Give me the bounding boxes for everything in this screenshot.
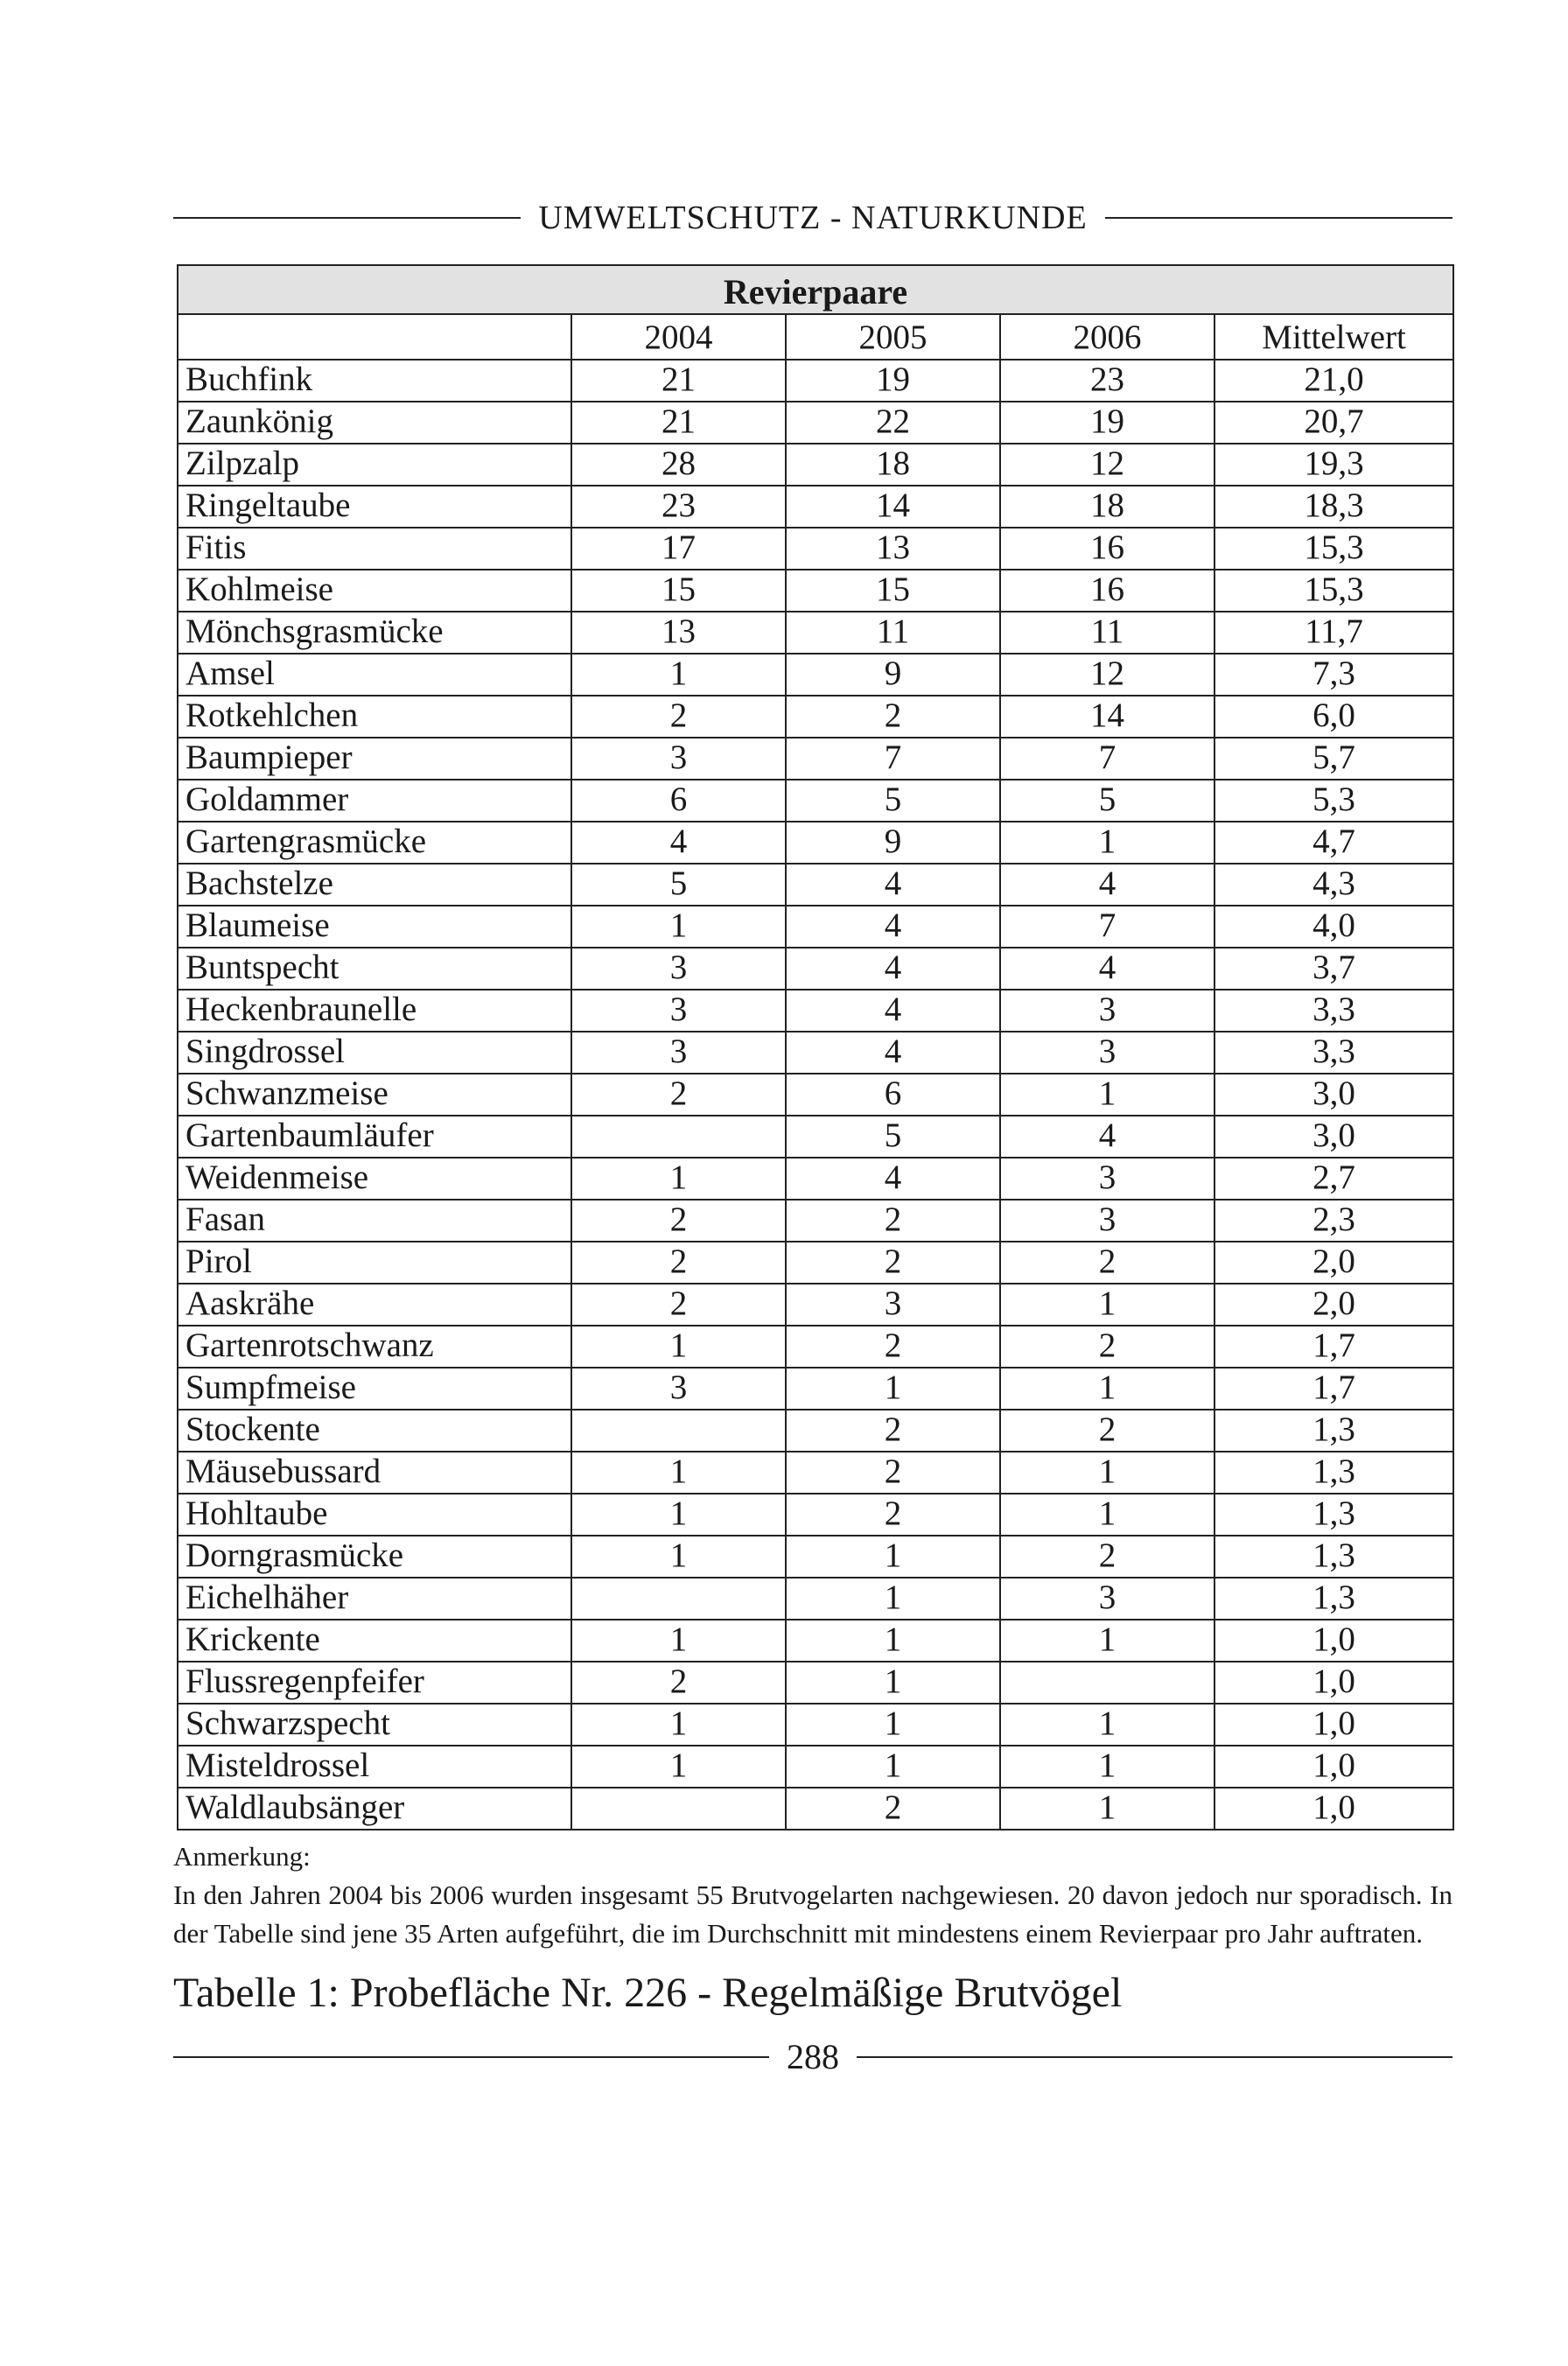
count-2006: 11: [1000, 612, 1214, 654]
table-row: [178, 822, 1453, 864]
count-2004: 3: [571, 948, 786, 990]
count-2004: 1: [571, 906, 786, 948]
count-2004: 1: [571, 1158, 786, 1200]
mean-value: 1,7: [1214, 1368, 1453, 1410]
species-name: Weidenmeise: [178, 1158, 571, 1200]
running-header: [173, 198, 1452, 238]
species-name: Amsel: [178, 654, 571, 696]
mean-value: 3,3: [1214, 990, 1453, 1032]
species-name: Gartenrotschwanz: [178, 1326, 571, 1368]
species-name: Zilpzalp: [178, 444, 571, 486]
count-2004: 6: [571, 780, 786, 822]
species-name: Blaumeise: [178, 906, 571, 948]
count-2004: 21: [571, 360, 786, 402]
mean-value: 4,0: [1214, 906, 1453, 948]
count-2004: 15: [571, 570, 786, 612]
count-2005: 15: [786, 570, 1000, 612]
mean-value: 2,0: [1214, 1242, 1453, 1284]
count-2005: 2: [786, 1200, 1000, 1242]
table-row: [178, 1116, 1453, 1158]
column-header-species: [178, 314, 571, 360]
species-name: Gartenbaumläufer: [178, 1116, 571, 1158]
species-name: Pirol: [178, 1242, 571, 1284]
table-row: [178, 1620, 1453, 1662]
table-row: [178, 1368, 1453, 1410]
count-2005: 4: [786, 1032, 1000, 1074]
page-content: [173, 198, 1452, 2079]
count-2006: 12: [1000, 654, 1214, 696]
species-name: Bachstelze: [178, 864, 571, 906]
mean-value: 1,3: [1214, 1494, 1453, 1536]
count-2005: 11: [786, 612, 1000, 654]
table-row: [178, 738, 1453, 780]
species-name: Hohltaube: [178, 1494, 571, 1536]
species-name: Ringeltaube: [178, 486, 571, 528]
count-2006: 1: [1000, 1368, 1214, 1410]
mean-value: 15,3: [1214, 570, 1453, 612]
mean-value: 1,0: [1214, 1662, 1453, 1704]
count-2006: 19: [1000, 402, 1214, 444]
mean-value: 3,0: [1214, 1116, 1453, 1158]
count-2005: 4: [786, 1158, 1000, 1200]
species-name: Mäusebussard: [178, 1452, 571, 1494]
table-row: [178, 906, 1453, 948]
footer-rule-left: [173, 2056, 769, 2058]
table-row: [178, 486, 1453, 528]
species-name: Fitis: [178, 528, 571, 570]
count-2005: 1: [786, 1704, 1000, 1746]
table-row: [178, 1662, 1453, 1704]
species-name: Fasan: [178, 1200, 571, 1242]
count-2006: 1: [1000, 1074, 1214, 1116]
table-row: [178, 1158, 1453, 1200]
count-2005: 1: [786, 1746, 1000, 1788]
table-row: [178, 1452, 1453, 1494]
count-2005: 2: [786, 1242, 1000, 1284]
species-name: Sumpfmeise: [178, 1368, 571, 1410]
mean-value: 20,7: [1214, 402, 1453, 444]
count-2006: 4: [1000, 948, 1214, 990]
count-2006: 2: [1000, 1242, 1214, 1284]
count-2004: 4: [571, 822, 786, 864]
count-2004: 3: [571, 990, 786, 1032]
count-2004: 1: [571, 1494, 786, 1536]
mean-value: 6,0: [1214, 696, 1453, 738]
column-header-2005: 2005: [786, 314, 1000, 360]
mean-value: 1,3: [1214, 1578, 1453, 1620]
species-name: Singdrossel: [178, 1032, 571, 1074]
note-label: Anmerkung:: [173, 1841, 311, 1872]
table-row: [178, 612, 1453, 654]
count-2004: 1: [571, 1536, 786, 1578]
species-name: Aaskrähe: [178, 1284, 571, 1326]
mean-value: 1,3: [1214, 1410, 1453, 1452]
table-row: [178, 696, 1453, 738]
column-header-2004: 2004: [571, 314, 786, 360]
count-2004: [571, 1578, 786, 1620]
count-2005: 1: [786, 1578, 1000, 1620]
mean-value: 2,0: [1214, 1284, 1453, 1326]
count-2006: 7: [1000, 738, 1214, 780]
count-2005: 2: [786, 696, 1000, 738]
count-2006: 2: [1000, 1536, 1214, 1578]
page-footer: [173, 2035, 1452, 2079]
column-header-row: [178, 314, 1453, 360]
table-row: [178, 402, 1453, 444]
mean-value: 1,0: [1214, 1704, 1453, 1746]
breeding-birds-table: [177, 264, 1454, 1830]
count-2005: 6: [786, 1074, 1000, 1116]
count-2005: 1: [786, 1662, 1000, 1704]
count-2006: [1000, 1662, 1214, 1704]
table-row: [178, 948, 1453, 990]
count-2004: 1: [571, 1746, 786, 1788]
count-2004: 17: [571, 528, 786, 570]
mean-value: 7,3: [1214, 654, 1453, 696]
table-row: [178, 1284, 1453, 1326]
count-2005: 1: [786, 1620, 1000, 1662]
species-name: Rotkehlchen: [178, 696, 571, 738]
species-name: Schwarzspecht: [178, 1704, 571, 1746]
count-2006: 2: [1000, 1326, 1214, 1368]
count-2006: 5: [1000, 780, 1214, 822]
count-2005: 4: [786, 948, 1000, 990]
count-2005: 2: [786, 1326, 1000, 1368]
count-2004: 1: [571, 1452, 786, 1494]
table-row: [178, 444, 1453, 486]
count-2006: 4: [1000, 1116, 1214, 1158]
table-row: [178, 1704, 1453, 1746]
count-2005: 22: [786, 402, 1000, 444]
table-row: [178, 1032, 1453, 1074]
count-2006: 3: [1000, 1578, 1214, 1620]
count-2005: 3: [786, 1284, 1000, 1326]
group-header: Revierpaare: [178, 265, 1453, 314]
table-row: [178, 1410, 1453, 1452]
mean-value: 15,3: [1214, 528, 1453, 570]
count-2006: 23: [1000, 360, 1214, 402]
count-2006: 1: [1000, 1704, 1214, 1746]
table-row: [178, 1536, 1453, 1578]
table-row: [178, 570, 1453, 612]
table-row: [178, 1074, 1453, 1116]
count-2004: 3: [571, 1032, 786, 1074]
table-row: [178, 864, 1453, 906]
table-row: [178, 528, 1453, 570]
species-name: Heckenbraunelle: [178, 990, 571, 1032]
count-2006: 3: [1000, 1200, 1214, 1242]
count-2004: 3: [571, 738, 786, 780]
count-2006: 1: [1000, 1494, 1214, 1536]
species-name: Krickente: [178, 1620, 571, 1662]
species-name: Kohlmeise: [178, 570, 571, 612]
count-2005: 2: [786, 1494, 1000, 1536]
table-row: [178, 780, 1453, 822]
count-2006: 16: [1000, 570, 1214, 612]
header-rule-right: [1105, 217, 1452, 219]
species-name: Flussregenpfeifer: [178, 1662, 571, 1704]
count-2005: 7: [786, 738, 1000, 780]
species-name: Gartengrasmücke: [178, 822, 571, 864]
count-2005: 5: [786, 1116, 1000, 1158]
species-name: Eichelhäher: [178, 1578, 571, 1620]
count-2004: 13: [571, 612, 786, 654]
count-2005: 2: [786, 1788, 1000, 1830]
mean-value: 19,3: [1214, 444, 1453, 486]
mean-value: 1,0: [1214, 1620, 1453, 1662]
count-2005: 18: [786, 444, 1000, 486]
count-2006: 2: [1000, 1410, 1214, 1452]
count-2006: 1: [1000, 1746, 1214, 1788]
mean-value: 3,0: [1214, 1074, 1453, 1116]
count-2004: 2: [571, 696, 786, 738]
species-name: Goldammer: [178, 780, 571, 822]
table-body: [178, 360, 1453, 1830]
count-2005: 13: [786, 528, 1000, 570]
count-2006: 7: [1000, 906, 1214, 948]
table-caption: Tabelle 1: Probefläche Nr. 226 - Regelmäßige Brutvögel: [173, 1970, 1123, 2016]
count-2004: [571, 1116, 786, 1158]
count-2004: 1: [571, 1620, 786, 1662]
count-2004: 2: [571, 1200, 786, 1242]
mean-value: 5,7: [1214, 738, 1453, 780]
page-number: 288: [787, 2037, 839, 2076]
count-2005: 4: [786, 906, 1000, 948]
mean-value: 2,3: [1214, 1200, 1453, 1242]
count-2004: 23: [571, 486, 786, 528]
count-2004: 28: [571, 444, 786, 486]
count-2006: 3: [1000, 990, 1214, 1032]
mean-value: 1,0: [1214, 1788, 1453, 1830]
mean-value: 2,7: [1214, 1158, 1453, 1200]
mean-value: 1,7: [1214, 1326, 1453, 1368]
mean-value: 3,3: [1214, 1032, 1453, 1074]
count-2006: 4: [1000, 864, 1214, 906]
mean-value: 5,3: [1214, 780, 1453, 822]
running-title: UMWELTSCHUTZ - NATURKUNDE: [538, 200, 1088, 236]
count-2004: 2: [571, 1284, 786, 1326]
count-2005: 19: [786, 360, 1000, 402]
count-2005: 9: [786, 822, 1000, 864]
table-row: [178, 1326, 1453, 1368]
count-2005: 4: [786, 990, 1000, 1032]
table-row: [178, 990, 1453, 1032]
mean-value: 21,0: [1214, 360, 1453, 402]
count-2004: 1: [571, 654, 786, 696]
species-name: Mönchsgrasmücke: [178, 612, 571, 654]
table-row: [178, 360, 1453, 402]
mean-value: 1,3: [1214, 1452, 1453, 1494]
mean-value: 3,7: [1214, 948, 1453, 990]
species-name: Buchfink: [178, 360, 571, 402]
count-2006: 3: [1000, 1158, 1214, 1200]
table-row: [178, 1242, 1453, 1284]
count-2005: 5: [786, 780, 1000, 822]
count-2006: 1: [1000, 1788, 1214, 1830]
count-2004: 1: [571, 1704, 786, 1746]
species-name: Zaunkönig: [178, 402, 571, 444]
species-name: Waldlaubsänger: [178, 1788, 571, 1830]
count-2005: 1: [786, 1536, 1000, 1578]
count-2006: 1: [1000, 1452, 1214, 1494]
table-row: [178, 1578, 1453, 1620]
count-2006: 1: [1000, 822, 1214, 864]
mean-value: 1,3: [1214, 1536, 1453, 1578]
species-name: Misteldrossel: [178, 1746, 571, 1788]
count-2004: [571, 1788, 786, 1830]
column-header-2006: 2006: [1000, 314, 1214, 360]
species-name: Baumpieper: [178, 738, 571, 780]
group-header-row: [178, 265, 1453, 314]
header-rule-left: [173, 217, 521, 219]
species-name: Buntspecht: [178, 948, 571, 990]
count-2005: 14: [786, 486, 1000, 528]
count-2006: 14: [1000, 696, 1214, 738]
species-name: Schwanzmeise: [178, 1074, 571, 1116]
count-2004: [571, 1410, 786, 1452]
count-2005: 1: [786, 1368, 1000, 1410]
species-name: Stockente: [178, 1410, 571, 1452]
mean-value: 18,3: [1214, 486, 1453, 528]
footer-rule-right: [857, 2056, 1452, 2058]
count-2006: 16: [1000, 528, 1214, 570]
count-2004: 1: [571, 1326, 786, 1368]
count-2006: 18: [1000, 486, 1214, 528]
mean-value: 4,7: [1214, 822, 1453, 864]
count-2004: 21: [571, 402, 786, 444]
note-text: In den Jahren 2004 bis 2006 wurden insgesamt 55 Brutvogelarten nachgewiesen. 20 davon jedoch nur sporadisch. In der Tabelle sind jene 35 Arten aufgeführt, die im Durchschnitt mit mindestens einem Revierpaar pro Jahr auftraten.: [173, 1880, 1452, 1949]
count-2005: 9: [786, 654, 1000, 696]
count-2004: 2: [571, 1242, 786, 1284]
mean-value: 4,3: [1214, 864, 1453, 906]
count-2004: 2: [571, 1662, 786, 1704]
column-header-mean: Mittelwert: [1214, 314, 1453, 360]
count-2005: 2: [786, 1452, 1000, 1494]
count-2006: 3: [1000, 1032, 1214, 1074]
table-row: [178, 1788, 1453, 1830]
count-2006: 12: [1000, 444, 1214, 486]
table-row: [178, 1494, 1453, 1536]
count-2004: 3: [571, 1368, 786, 1410]
count-2005: 2: [786, 1410, 1000, 1452]
table-row: [178, 1200, 1453, 1242]
count-2005: 4: [786, 864, 1000, 906]
count-2004: 2: [571, 1074, 786, 1116]
count-2006: 1: [1000, 1620, 1214, 1662]
species-name: Dorngrasmücke: [178, 1536, 571, 1578]
mean-value: 11,7: [1214, 612, 1453, 654]
count-2004: 5: [571, 864, 786, 906]
count-2006: 1: [1000, 1284, 1214, 1326]
table-row: [178, 654, 1453, 696]
mean-value: 1,0: [1214, 1746, 1453, 1788]
table-row: [178, 1746, 1453, 1788]
